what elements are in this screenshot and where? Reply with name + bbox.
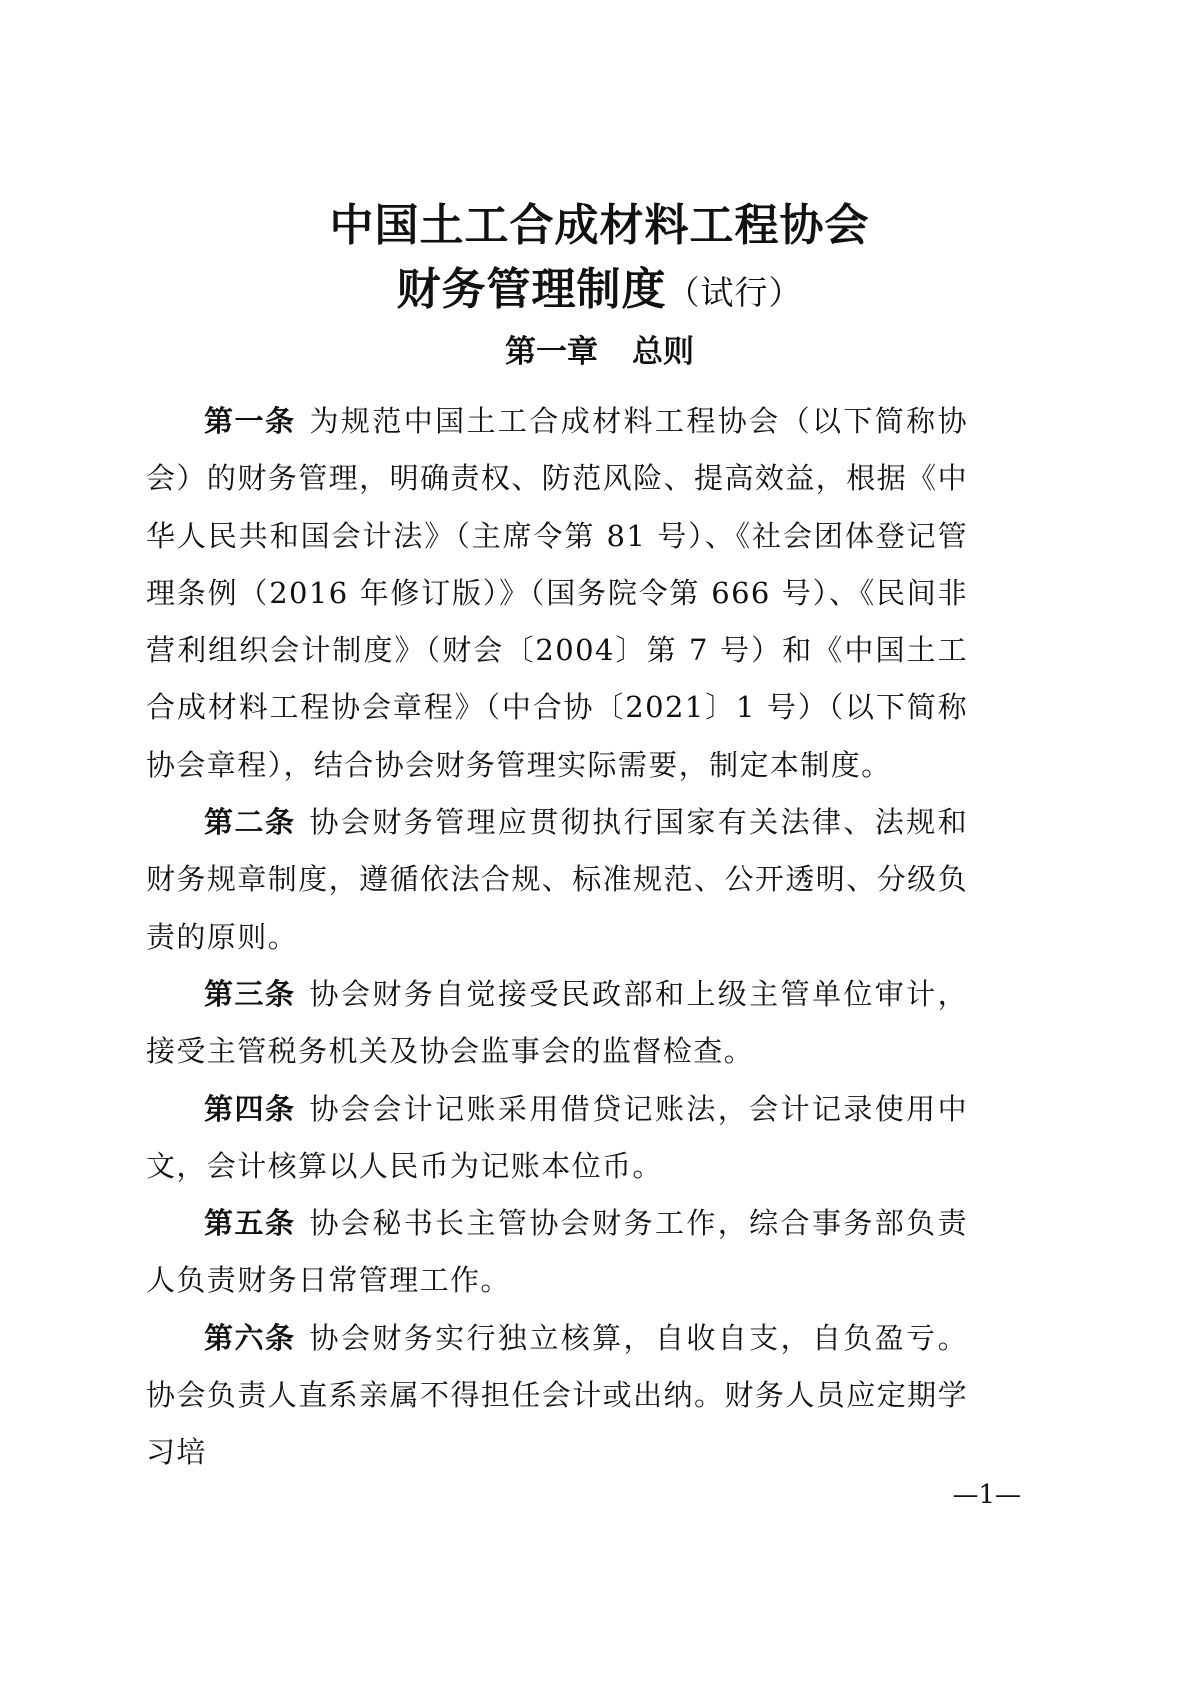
article-paragraph: [146, 1195, 968, 1310]
article-text: 为规范中国土工合成材料工程协会（以下简称协会）的财务管理，明确责权、防范风险、提高效益，根据《中华人民共和国会计法》（主席令第 81 号）、《社会团体登记管理条例（2016 年修订版）》（国务院令第 666 号）、《民间非营利组织会计制度》（财会〔2004〕第 7 号）和《中国土工合成材料工程协会章程》（中合协〔2021〕1 号）（以下简称协会章程），结合协会财务管理实际需要，制定本制度。: [146, 404, 968, 782]
chapter-name: 总则: [632, 334, 694, 370]
article-paragraph: [146, 393, 968, 794]
document-subtitle: [0, 262, 1199, 321]
article-label: 第三条: [204, 976, 296, 1011]
article-label: 第四条: [204, 1091, 296, 1126]
article-text: 协会财务实行独立核算，自收自支，自负盈亏。协会负责人直系亲属不得担任会计或出纳。财务人员应定期学习培: [146, 1320, 968, 1470]
article-label: 第六条: [204, 1320, 296, 1355]
article-paragraph: [146, 966, 968, 1081]
article-label: 第五条: [204, 1206, 296, 1241]
subtitle-main: 财务管理制度: [396, 264, 667, 315]
article-text: 协会财务自觉接受民政部和上级主管单位审计，接受主管税务机关及协会监事会的监督检查。: [146, 976, 968, 1069]
chapter-heading: [0, 330, 1199, 374]
article-paragraph: [146, 1081, 968, 1196]
article-text: 协会财务管理应贯彻执行国家有关法律、法规和财务规章制度，遵循依法合规、标准规范、公开透明、分级负责的原则。: [146, 805, 968, 954]
article-label: 第二条: [204, 805, 296, 840]
document-title: 中国土工合成材料工程协会: [329, 200, 870, 251]
subtitle-suffix: （试行）: [666, 273, 803, 312]
article-label: 第一条: [204, 404, 296, 438]
document-body: [146, 393, 968, 1482]
article-paragraph: [146, 794, 968, 966]
page-number: —1—: [952, 1480, 1021, 1510]
article-paragraph: [146, 1310, 968, 1482]
chapter-number: 第一章: [505, 334, 598, 370]
article-text: 协会会计记账采用借贷记账法，会计记录使用中文，会计核算以人民币为记账本位币。: [146, 1091, 968, 1183]
article-text: 协会秘书长主管协会财务工作，综合事务部负责人负责财务日常管理工作。: [146, 1206, 968, 1298]
